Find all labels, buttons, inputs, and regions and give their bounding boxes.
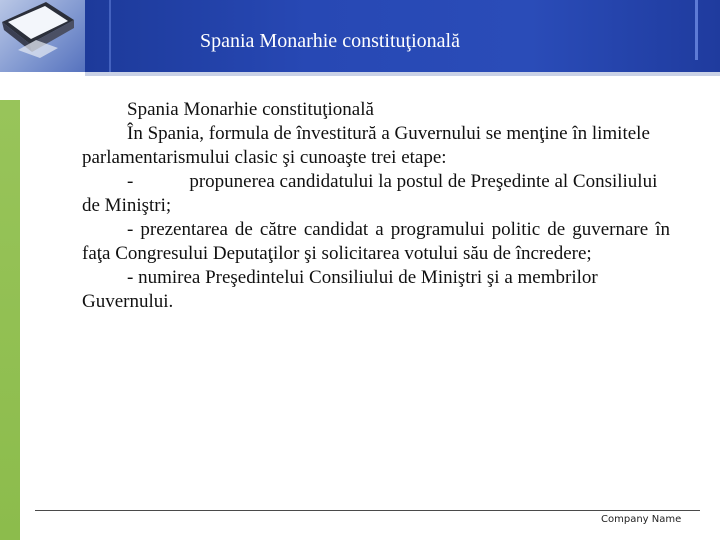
list-item <box>82 170 670 218</box>
slide-title: Spania Monarhie constituţională <box>200 30 460 52</box>
list-item: - prezentarea de către candidat a programului politic de guvernare în faţa Congresului Deputaţilor şi solicitarea votului său de încredere; <box>82 219 670 264</box>
footer-divider <box>35 510 700 511</box>
header <box>0 0 720 72</box>
header-divider <box>109 0 111 72</box>
header-shadow <box>85 72 720 76</box>
header-divider <box>695 0 698 60</box>
body-intro: În Spania, formula de învestitură a Guvernului se menţine în limitele parlamentarismului clasic şi cunoaşte trei etape: <box>82 123 650 168</box>
computer-monitor-icon <box>0 0 85 72</box>
item-dash: - <box>127 171 134 192</box>
item-text: propunerea candidatului la postul de Preşedinte al Consiliului de Miniştri; <box>82 171 658 216</box>
body-heading: Spania Monarhie constituţională <box>127 99 374 120</box>
accent-bar <box>0 100 20 540</box>
slide-body <box>82 98 670 314</box>
list-item: - numirea Preşedintelui Consiliului de Miniştri şi a membrilor Guvernului. <box>82 267 598 312</box>
company-name: Company Name <box>601 514 682 525</box>
